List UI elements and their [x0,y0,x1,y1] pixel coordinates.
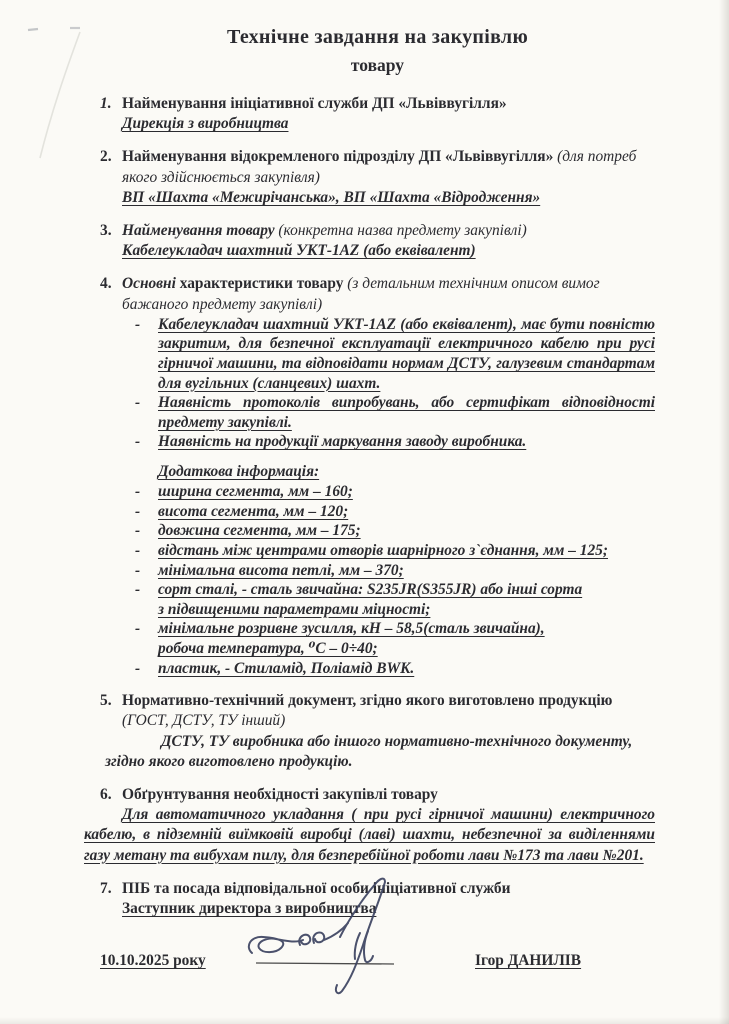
spec-text [158,521,655,541]
item-3-number: 3. [100,222,112,240]
requirement-row [135,315,655,393]
spec-text [158,659,655,679]
bullet-dash: - [135,659,141,677]
spec-line: мінімальне розривне зусилля, кН – 58,5(сталь звичайна), [158,620,545,638]
bullet-dash: - [135,620,141,638]
item-5-note: (ГОСТ, ДСТУ, ТУ інший) [122,712,286,730]
bullet-dash: - [135,522,141,540]
item-2-note: (для потреб якого здійснюється закупівля) [122,148,637,186]
spec-row [135,502,655,522]
item-2 [100,147,655,208]
spec-text [158,541,655,561]
item-2-number: 2. [100,148,112,166]
spec-line: з підвищеними параметрами міцності; [158,600,431,618]
spec-line: пластик, - Стиламід, Поліамід BWK. [158,659,415,677]
item-4-label-lead: Основні [122,275,180,293]
item-6-answer: Для автоматичного укладання ( при русі гірничої машини) електричного кабелю, в підземній виїмковій виробці (лаві) шахти, небезпечної за виділеннями газу метану та вибухам пилу, для безперебійної роботи лави №173 та лави №201. [84,806,655,864]
spec-row [135,541,655,561]
requirement-row [135,432,655,452]
title-line-2: товару [350,55,405,75]
spec-line: висота сегмента, мм – 120; [158,502,349,520]
item-4-number: 4. [100,275,112,293]
item-4-note: (з детальним технічним описом вимог бажаного предмету закупівлі) [122,275,600,313]
signer-name: Ігор ДАНИЛІВ [475,952,582,970]
item-5-number: 5. [100,692,112,710]
item-7-answer: Заступник директора з виробництва [122,899,377,917]
item-3-answer: Кабелеукладач шахтний УКТ-1AZ (або еквівалент) [122,242,476,260]
additional-info-title: Додаткова інформація: [158,462,320,480]
requirement-text: Кабелеукладач шахтний УКТ-1AZ (або еквівалент), має бути повністю закритим, для безпечної експлуатації електричного кабелю при русі гірничої машини, та відповідати нормам ДСТУ, галузевим стандартам для вугільних (сланцевих) шахт. [158,315,655,392]
spec-line: сорт сталі, - сталь звичайна: S235JR(S355JR) або інші сорта [158,581,583,599]
item-1-number: 1. [100,95,112,112]
signature-ink [249,879,385,994]
item-5 [100,691,655,772]
bullet-dash: - [135,581,141,599]
item-2-label: Найменування відокремленого підрозділу ДП «Львіввугілля» [122,148,558,166]
item-4 [100,274,655,678]
item-3-note: (конкретна назва предмету закупівлі) [278,222,527,240]
requirement-row [135,393,655,432]
item-4-requirements-list [135,315,655,452]
title-line-1: Технічне завдання на закупівлю [226,26,529,48]
spec-line: робоча температура, ⁰С – 0÷40; [158,639,378,657]
spec-row [135,482,655,502]
requirement-text: Наявність протоколів випробувань, або сертифікат відповідності предмету закупівлі. [158,394,655,431]
bullet-dash: - [135,561,141,579]
item-3-label: Найменування товару [122,222,279,240]
item-5-label: Нормативно-технічний документ, згідно якого виготовлено продукцію [122,692,613,710]
bullet-dash: - [135,315,141,333]
spec-line: ширина сегмента, мм – 160; [158,483,353,501]
bullet-dash: - [135,502,141,520]
bullet-dash: - [135,433,141,451]
bullet-dash: - [135,541,141,559]
handwritten-signature [242,875,412,1005]
document-title [100,24,655,77]
item-6 [84,785,655,866]
spec-line: довжина сегмента, мм – 175; [158,522,361,540]
spec-text [158,502,655,522]
bullet-dash: - [135,394,141,412]
spec-row [135,659,655,679]
spec-line: мінімальна висота петлі, мм – 370; [158,561,404,579]
item-7-label: ПІБ та посада відповідальної особи ініціативної служби [122,879,511,897]
requirement-text: Наявність на продукції маркування заводу виробника. [158,433,527,451]
spec-text [158,619,655,658]
spec-line: відстань між центрами отворів шарнірного з`єднання, мм – 125; [158,541,608,559]
item-6-number: 6. [100,785,112,803]
signature-block [100,937,655,1007]
spec-text [158,561,655,581]
item-1 [100,94,655,134]
spec-row [135,580,655,619]
item-4-label: характеристики товару [179,275,348,293]
spec-row [135,521,655,541]
item-2-answer: ВП «Шахта «Межирічанська», ВП «Шахта «Відродження» [122,188,541,206]
bullet-dash: - [135,483,141,501]
item-7-number: 7. [100,879,112,897]
item-5-answer: ДСТУ, ТУ виробника або іншого нормативно-технічного документу, згідно якого виготовлено продукцію. [105,732,633,770]
item-3 [100,221,655,261]
item-6-label: Обґрунтування необхідності закупівлі товару [122,785,438,803]
spec-row [135,619,655,658]
item-1-label: Найменування ініціативної служби ДП «Львіввугілля» [122,95,507,112]
spec-text [158,482,655,502]
item-1-answer: Дирекція з виробництва [122,115,289,133]
spec-row [135,561,655,581]
spec-text [158,580,655,619]
signature-line [256,963,394,964]
date-label: 10.10.2025 року [100,952,206,970]
additional-info-list [135,482,655,678]
